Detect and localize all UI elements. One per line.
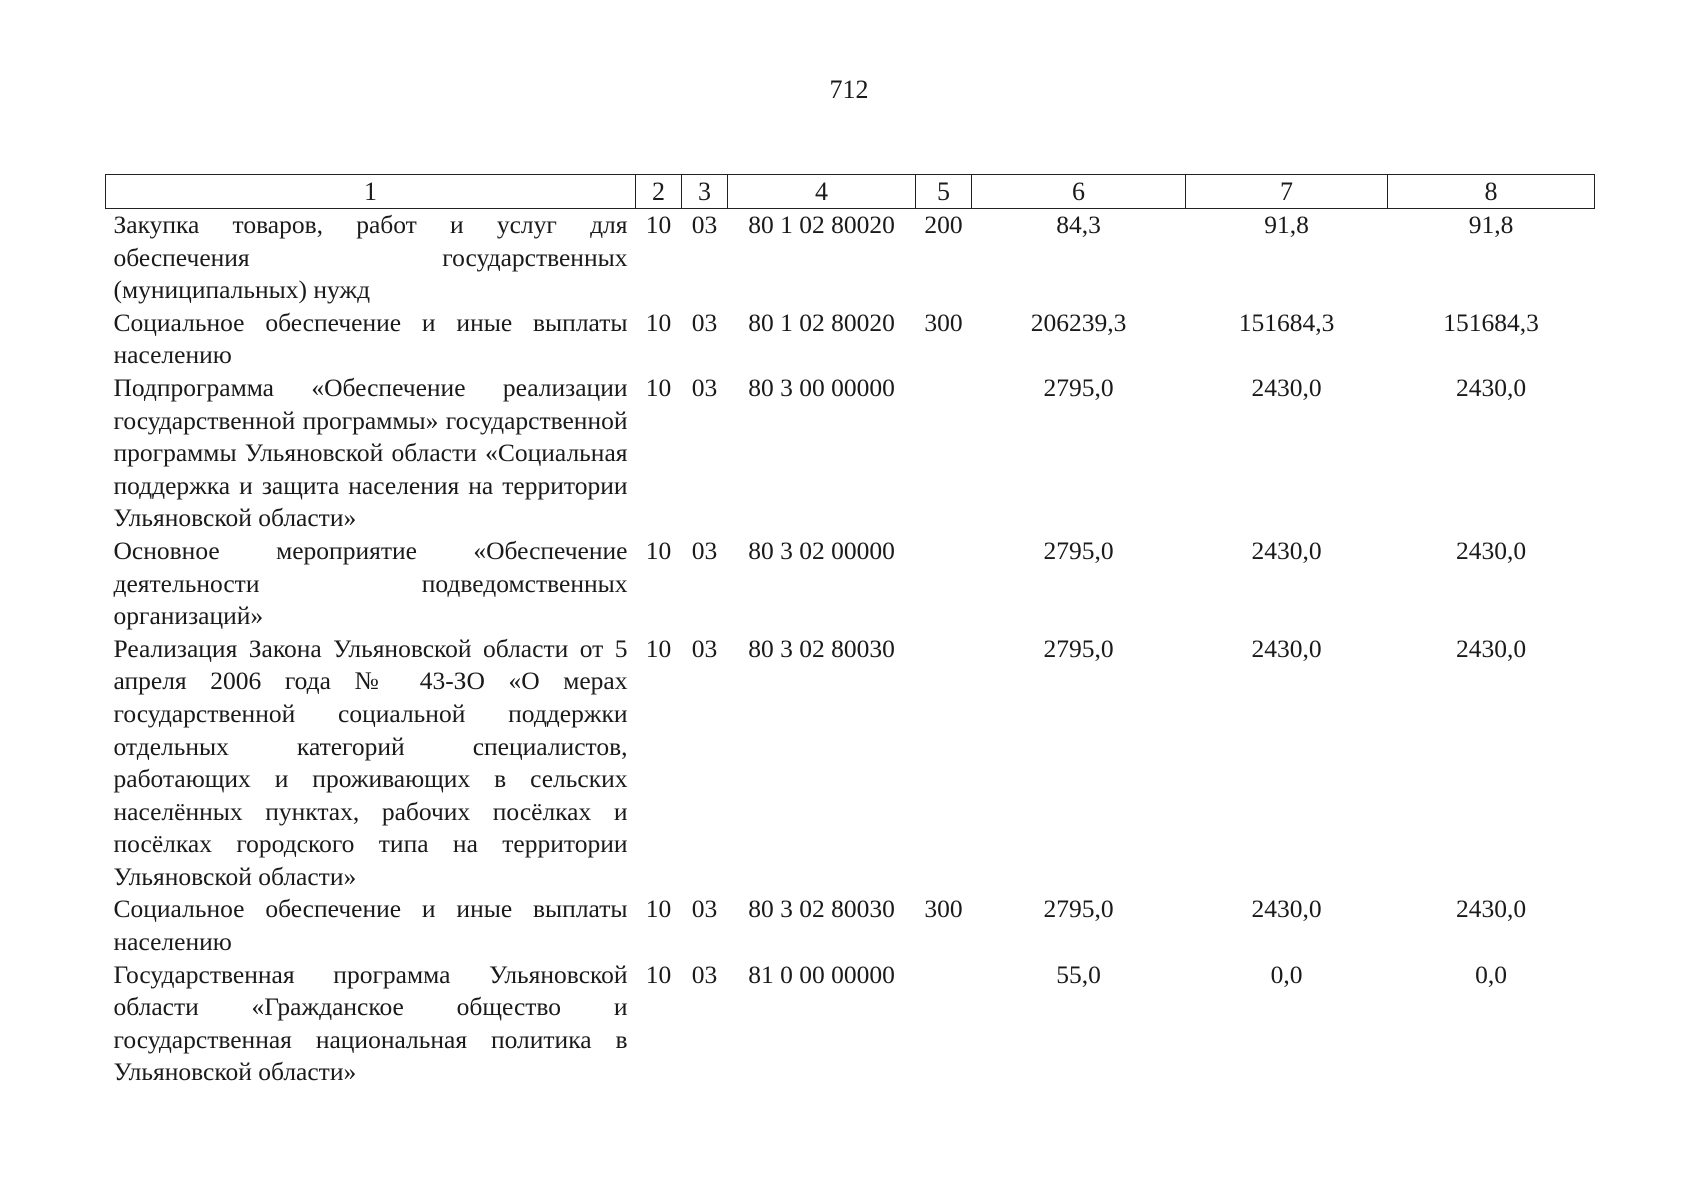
row-amount-7: 2430,0 (1251, 894, 1322, 924)
row-section: 10 (645, 894, 672, 924)
row-subsection: 03 (691, 307, 718, 337)
header-col-7: 7 (1186, 175, 1388, 209)
row-target-article: 80 3 02 80030 (748, 633, 895, 663)
row-name: Реализация Закона Ульяновской области от 5 апреля 2006 года № 43-ЗО «О мерах государственной социальной поддержки отдельных категорий специалистов, работающих и проживающих в сельских населённых пунктах, рабочих посёлках и посёлках городского типа на территории Ульяновской области» (113, 633, 628, 891)
row-amount-7: 2430,0 (1251, 372, 1322, 402)
row-amount-8: 2430,0 (1455, 633, 1527, 663)
row-expense-type: 300 (924, 307, 963, 337)
row-amount-7: 2430,0 (1251, 535, 1322, 565)
row-amount-7: 0,0 (1270, 959, 1303, 989)
row-subsection: 03 (691, 210, 718, 239)
row-subsection: 03 (691, 959, 718, 989)
row-section: 10 (645, 535, 672, 565)
row-amount-8: 91,8 (1468, 210, 1514, 239)
row-name: Подпрограмма «Обеспечение реализации государственной программы» государственной программы Ульяновской области «Социальная поддержка и защита населения на территории Ульяновской области» (113, 372, 628, 533)
row-amount-8: 2430,0 (1455, 535, 1527, 565)
row-amount-7: 2430,0 (1251, 633, 1322, 663)
row-expense-type: 300 (924, 894, 963, 924)
table-header (106, 175, 1595, 209)
table-row (106, 372, 1595, 535)
page-number: 712 (829, 75, 869, 104)
budget-table (105, 174, 1595, 1089)
header-col-5: 5 (916, 175, 972, 209)
header-col-4: 4 (728, 175, 916, 209)
row-section: 10 (645, 959, 672, 989)
row-target-article: 80 3 02 80030 (748, 894, 895, 924)
header-col-1: 1 (106, 175, 636, 209)
row-section: 10 (645, 307, 672, 337)
row-target-article: 81 0 00 00000 (748, 959, 895, 989)
header-row (106, 175, 1595, 209)
table-row (106, 959, 1595, 1089)
header-col-2: 2 (636, 175, 682, 209)
row-amount-6: 55,0 (1056, 959, 1101, 989)
row-section: 10 (645, 210, 672, 239)
row-name: Социальное обеспечение и иные выплаты населению (113, 894, 628, 957)
row-target-article: 80 1 02 80020 (748, 307, 895, 337)
row-amount-6: 2795,0 (1043, 535, 1114, 565)
row-amount-7: 151684,3 (1238, 307, 1335, 337)
row-amount-6: 2795,0 (1043, 633, 1114, 663)
row-expense-type (916, 372, 972, 535)
row-expense-type: 200 (924, 210, 963, 239)
row-amount-8: 151684,3 (1443, 307, 1539, 337)
row-expense-type (916, 535, 972, 633)
row-section: 10 (645, 633, 672, 663)
row-target-article: 80 3 00 00000 (748, 372, 895, 402)
row-name: Государственная программа Ульяновской области «Гражданское общество и государственная национальная политика в Ульяновской области» (113, 959, 628, 1087)
row-amount-6: 2795,0 (1043, 894, 1114, 924)
table-row (106, 307, 1595, 372)
row-amount-8: 0,0 (1475, 959, 1507, 989)
row-name: Социальное обеспечение и иные выплаты населению (113, 307, 628, 370)
table-row (106, 535, 1595, 633)
row-amount-8: 2430,0 (1455, 372, 1527, 402)
row-amount-7: 91,8 (1264, 210, 1309, 239)
table-row (106, 209, 1595, 307)
row-expense-type (916, 959, 972, 1089)
row-target-article: 80 1 02 80020 (748, 210, 895, 239)
row-target-article: 80 3 02 00000 (748, 535, 895, 565)
header-col-3: 3 (682, 175, 728, 209)
table-row (106, 633, 1595, 894)
row-section: 10 (645, 372, 672, 402)
row-amount-6: 206239,3 (1030, 307, 1127, 337)
row-subsection: 03 (691, 535, 718, 565)
row-subsection: 03 (691, 372, 718, 402)
row-amount-6: 2795,0 (1043, 372, 1114, 402)
row-subsection: 03 (691, 633, 718, 663)
row-subsection: 03 (691, 894, 718, 924)
table-body (106, 209, 1595, 1090)
header-col-8: 8 (1388, 175, 1595, 209)
table-row (106, 893, 1595, 958)
row-name: Основное мероприятие «Обеспечение деятельности подведомственных организаций» (113, 535, 628, 631)
header-col-6: 6 (972, 175, 1186, 209)
row-amount-6: 84,3 (1056, 210, 1101, 239)
row-amount-8: 2430,0 (1455, 894, 1527, 924)
row-name: Закупка товаров, работ и услуг для обеспечения государственных (муниципальных) нужд (113, 210, 628, 305)
row-expense-type (916, 633, 972, 894)
